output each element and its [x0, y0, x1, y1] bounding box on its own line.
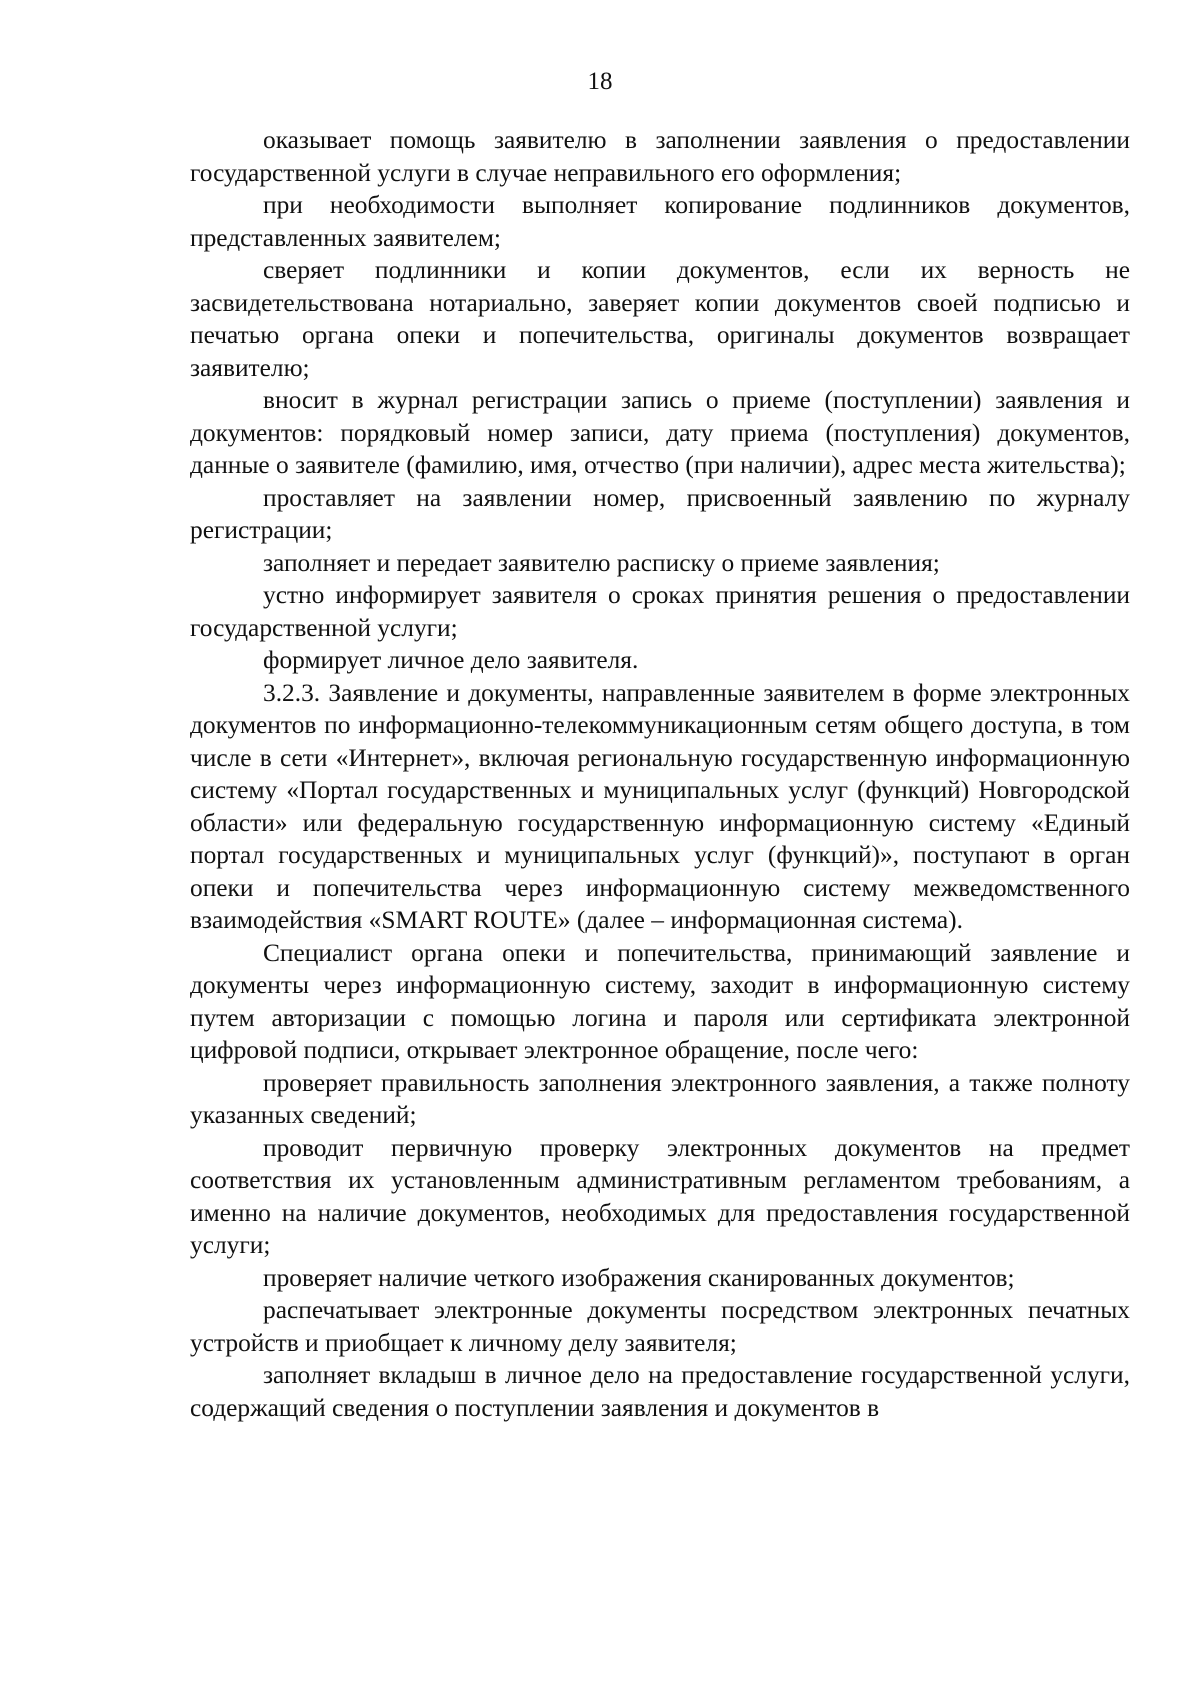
section-paragraph-3-2-3: 3.2.3. Заявление и документы, направленные заявителем в форме электронных документов по информационно-телекоммуникационным сетям общего доступа, в том числе в сети «Интернет», включая региональную государственную информационную систему «Портал государственных и муниципальных услуг (функций) Новгородской области» или федеральную государственную информационную систему «Единый портал государственных и муниципальных услуг (функций)», поступают в орган опеки и попечительства через информационную систему межведомственного взаимодействия «SMART ROUTE» (далее – информационная система). — [190, 678, 1130, 934]
paragraph: при необходимости выполняет копирование подлинников документов, представленных заявителем; — [190, 191, 1130, 252]
paragraph: заполняет и передает заявителю расписку о приеме заявления; — [263, 548, 940, 577]
paragraph: устно информирует заявителя о сроках принятия решения о предоставлении государственной услуги; — [190, 581, 1130, 642]
paragraph: оказывает помощь заявителю в заполнении заявления о предоставлении государственной услуги в случае неправильного его оформления; — [190, 126, 1130, 187]
document-body — [190, 124, 1130, 1424]
paragraph: формирует личное дело заявителя. — [263, 646, 639, 674]
paragraph: проверяет правильность заполнения электронного заявления, а также полноту указанных сведений; — [190, 1068, 1130, 1129]
paragraph: заполняет вкладыш в личное дело на предоставление государственной услуги, содержащий сведения о поступлении заявления и документов в — [190, 1361, 1130, 1422]
paragraph: Специалист органа опеки и попечительства, принимающий заявление и документы через информационную систему, заходит в информационную систему путем авторизации с помощью логина и пароля или сертификата электронной цифровой подписи, открывает электронное обращение, после чего: — [190, 938, 1130, 1064]
paragraph: распечатывает электронные документы посредством электронных печатных устройств и приобщает к личному делу заявителя; — [190, 1296, 1130, 1357]
paragraph: проверяет наличие четкого изображения сканированных документов; — [263, 1263, 1015, 1292]
paragraph: проводит первичную проверку электронных документов на предмет соответствия их установленным административным регламентом требованиям, а именно на наличие документов, необходимых для предоставления государственной услуги; — [190, 1133, 1130, 1259]
paragraph: проставляет на заявлении номер, присвоенный заявлению по журналу регистрации; — [190, 483, 1130, 544]
paragraph: вносит в журнал регистрации запись о приеме (поступлении) заявления и документов: порядковый номер записи, дату приема (поступления) документов, данные о заявителе (фамилию, имя, отчество (при наличии), адрес места жительства); — [190, 386, 1130, 479]
page-number: 18 — [587, 68, 613, 95]
paragraph: сверяет подлинники и копии документов, если их верность не засвидетельствована нотариально, заверяет копии документов своей подписью и печатью органа опеки и попечительства, оригиналы документов возвращает заявителю; — [190, 256, 1130, 382]
